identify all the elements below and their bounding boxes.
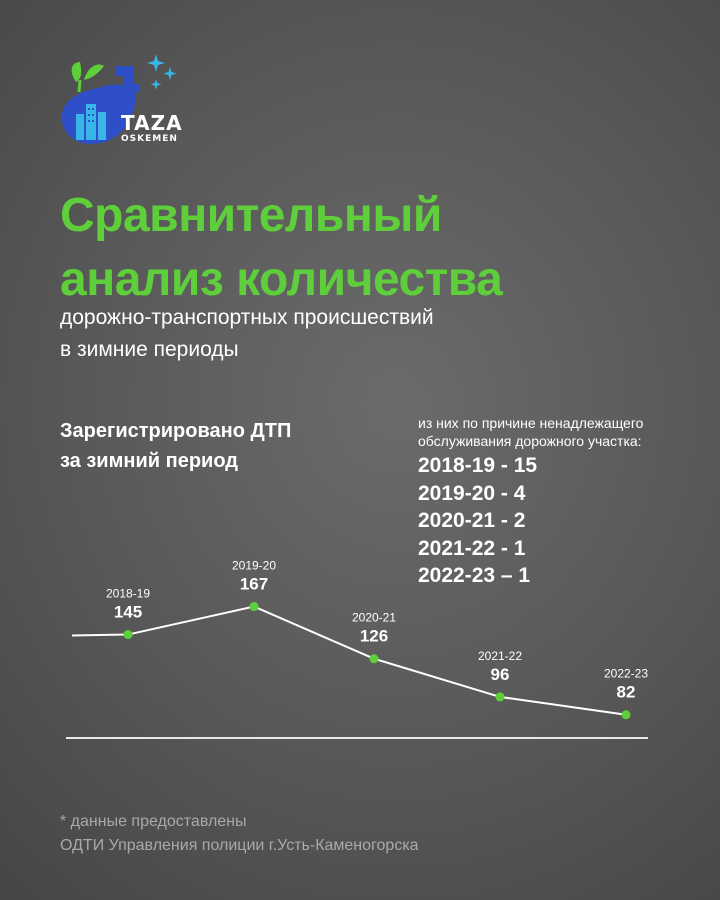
accidents-line-chart <box>0 560 720 760</box>
category-label: 2021-22 <box>477 648 523 663</box>
page-subtitle: дорожно-транспортных происшествий в зимние периоды <box>60 306 434 361</box>
data-point <box>496 692 505 701</box>
registered-accidents-label: Зарегистрировано ДТП за зимний период <box>60 420 292 472</box>
series-line <box>72 607 626 715</box>
value-label: 145 <box>113 602 143 622</box>
list-item: 2022-23 – 1 <box>418 564 531 587</box>
value-label: 96 <box>490 664 510 684</box>
data-point <box>622 710 631 719</box>
data-point <box>250 602 259 611</box>
road-maintenance-note: из них по причине ненадлежащего обслуживания дорожного участка: <box>418 415 644 449</box>
category-label: 2022-23 <box>603 666 649 681</box>
list-item: 2018-19 - 15 <box>418 454 538 477</box>
list-item: 2020-21 - 2 <box>418 509 526 532</box>
data-point <box>370 654 379 663</box>
page-title: Сравнительный анализ количества <box>60 189 503 306</box>
logo-wordmark: TAZA <box>121 111 183 135</box>
footnote-line-2: ОДТИ Управления полиции г.Усть-Каменогорска <box>60 837 419 854</box>
footnote <box>60 810 660 858</box>
data-point <box>124 630 133 639</box>
value-label: 126 <box>359 626 389 646</box>
category-label: 2018-19 <box>105 586 151 601</box>
value-label: 82 <box>616 682 636 702</box>
category-label: 2020-21 <box>351 610 397 625</box>
list-item: 2019-20 - 4 <box>418 481 526 505</box>
category-label: 2019-20 <box>231 560 277 573</box>
list-item: 2021-22 - 1 <box>418 536 526 560</box>
footnote-line-1: * данные предоставлены <box>60 813 247 830</box>
logo-subword: OSKEMEN <box>121 134 178 144</box>
value-label: 167 <box>239 574 269 594</box>
